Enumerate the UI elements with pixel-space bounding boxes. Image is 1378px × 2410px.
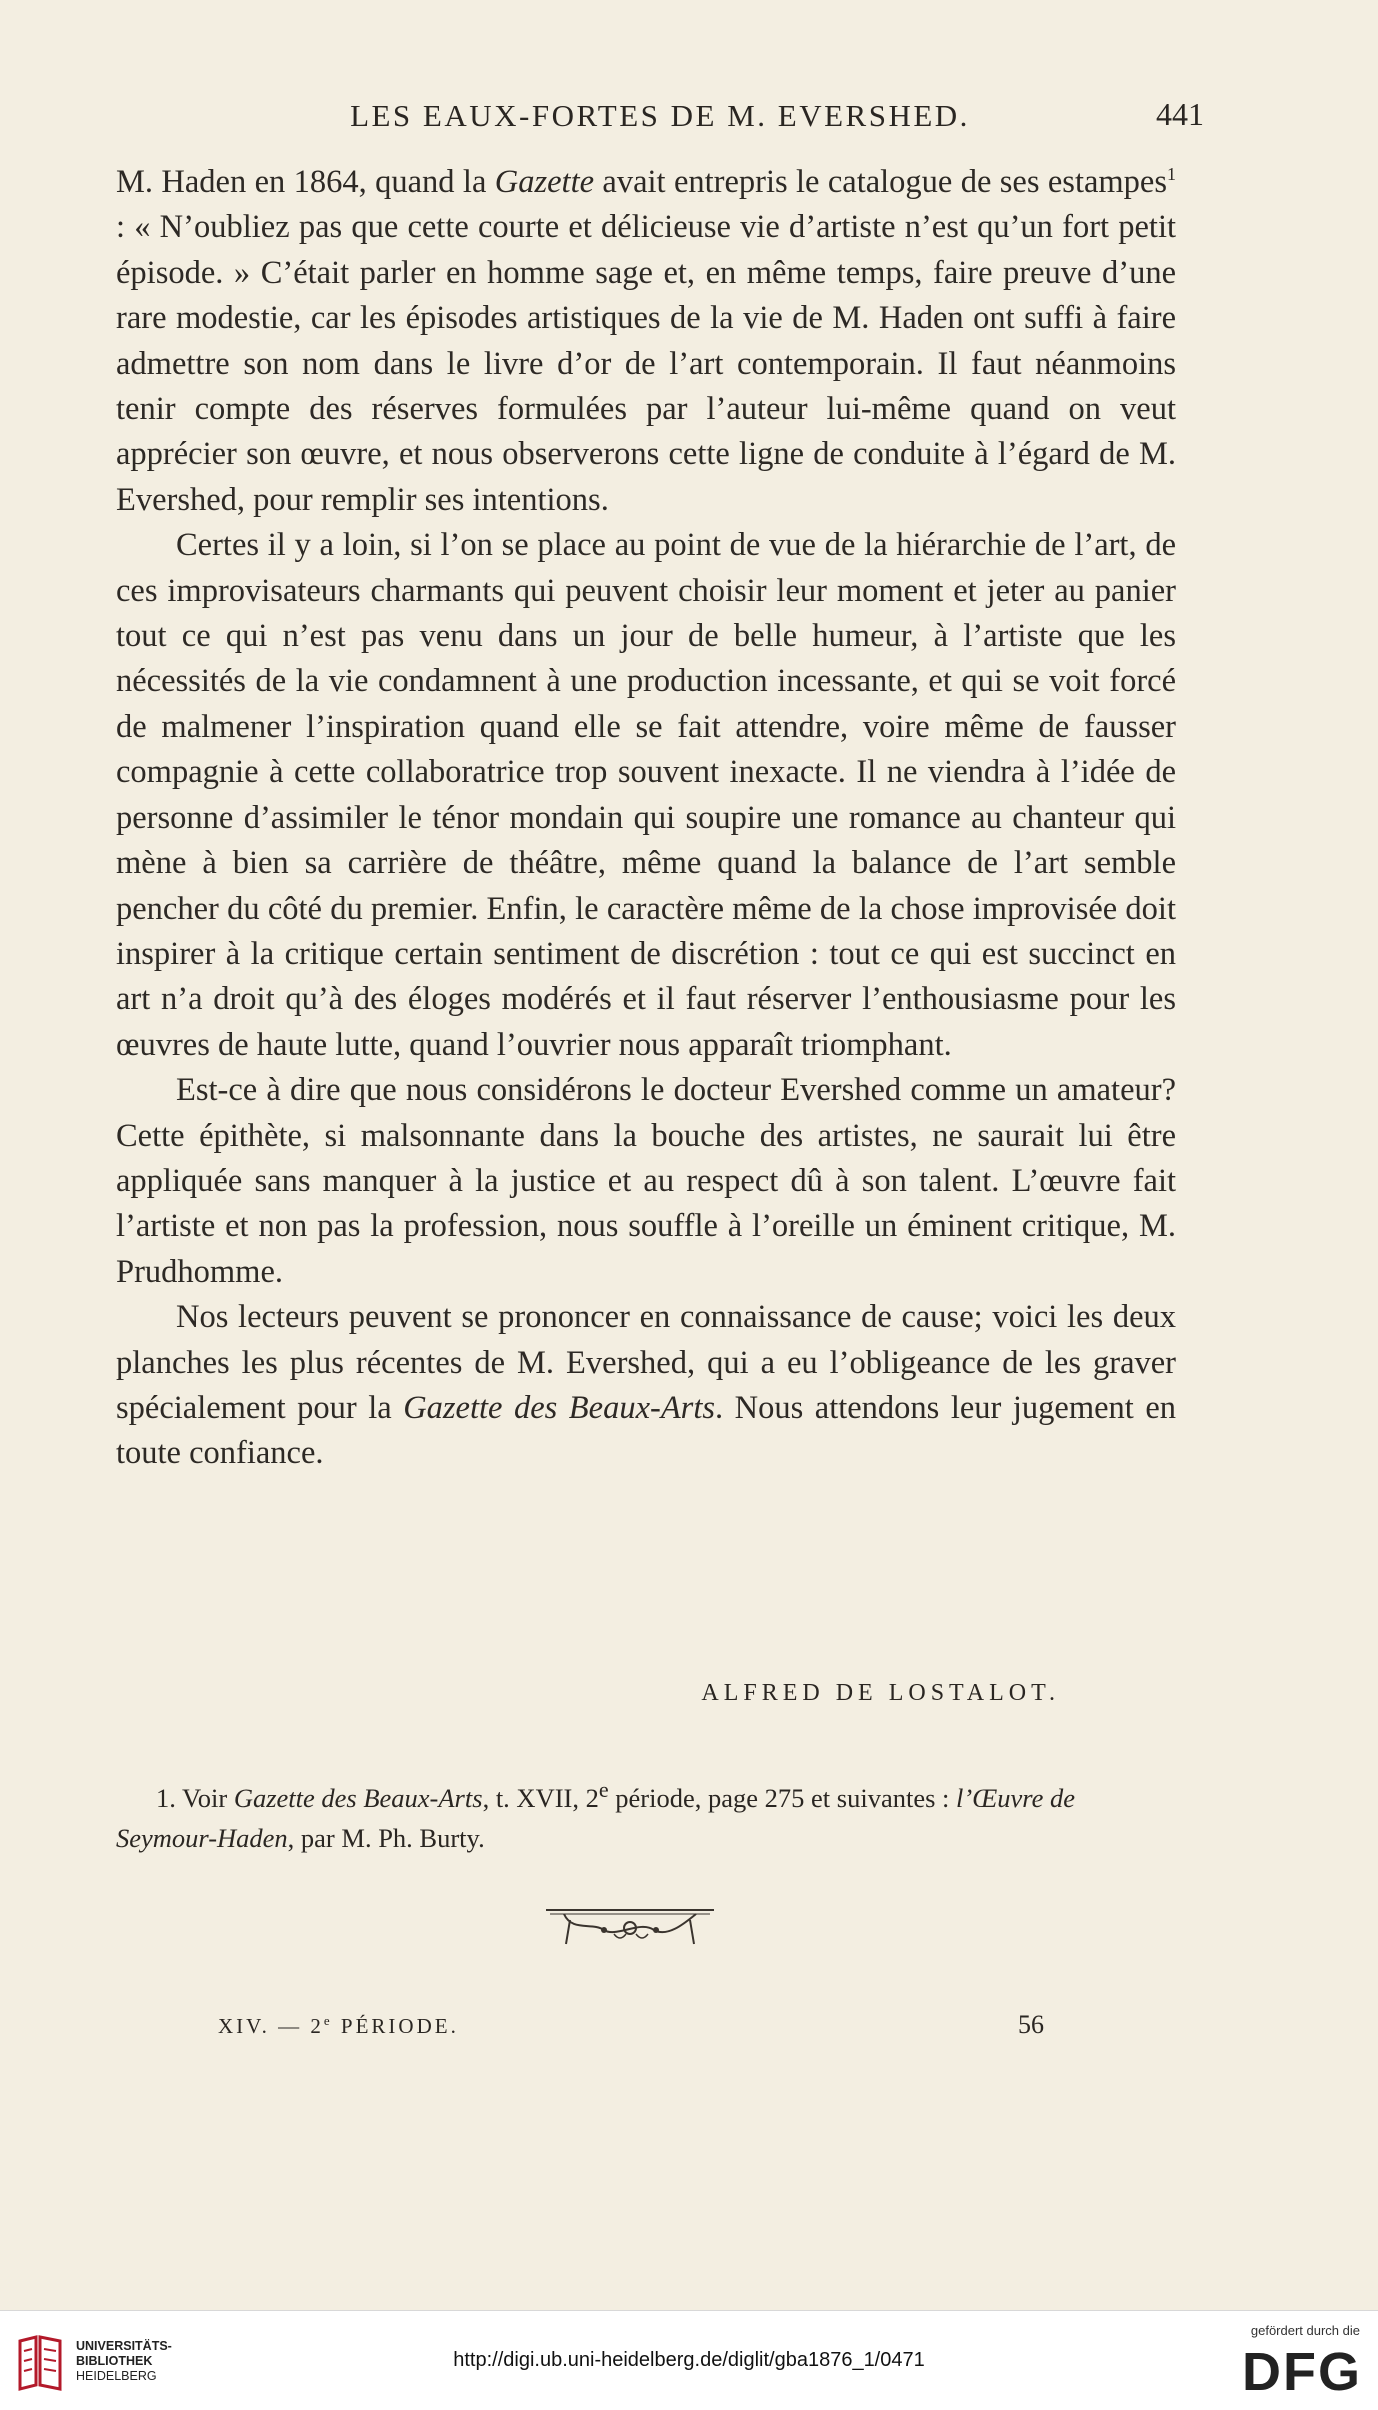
paragraph-text: Nos lecteurs peuvent se prononcer en connaissance de cause; voici les deux planches les plus récentes de M. Evershed, qui a eu l’obligeance de les graver spécialement pour la [116, 1299, 1176, 1426]
footnote-number: 1. [156, 1782, 176, 1813]
footnote-part: , t. XVII, 2 [482, 1782, 599, 1813]
footnote-ref: 1 [1167, 164, 1176, 184]
article-body [116, 160, 1176, 1477]
footnote-part: , par M. Ph. Burty. [287, 1822, 485, 1853]
paragraph-4 [116, 1295, 1176, 1477]
page-number: 441 [1156, 96, 1204, 132]
volume-text: XIV. — 2 [218, 2014, 324, 2038]
footnote-part: période, page 275 et suivantes : [608, 1782, 957, 1813]
ornament-vignette-icon [544, 1900, 716, 1950]
period-text: PÉRIODE. [332, 2014, 459, 2038]
footnote-italic: l’Œuvre de Seymour-Haden [116, 1782, 1075, 1853]
digitization-footer-bar [0, 2310, 1378, 2410]
author-signature: ALFRED DE LOSTALOT. [701, 1680, 1060, 1706]
paragraph-1 [116, 160, 1176, 523]
italic-title: Gazette des Beaux-Arts [403, 1389, 716, 1426]
footnote [116, 1770, 1176, 1858]
footnote-text [116, 1770, 1176, 1858]
funded-by-caption: gefördert durch die [1250, 2323, 1360, 2338]
library-line-3: HEIDELBERG [76, 2369, 157, 2383]
paragraph-text: M. Haden en 1864, quand la [116, 164, 495, 200]
footnote-part: Voir [175, 1782, 234, 1813]
paragraph-2: Certes il y a loin, si l’on se place au point de vue de la hiérarchie de l’art, de ces improvisateurs charmants qui peuvent choisir leur moment et jeter au panier tout ce qui n’est pas venu dans un jour de belle humeur, à l’artiste que les nécessités de la vie condamnent à une production incessante, et qui se voit forcé de malmener l’inspiration quand elle se fait attendre, voire même de fausser compagnie à cette collaboratrice trop souvent inexacte. Il ne viendra à l’idée de personne d’assimiler le ténor mondain qui soupire une romance au chanteur qui mène à bien sa carrière de théâtre, même quand la balance de l’art semble pencher du côté du premier. Enfin, le caractère même de la chose improvisée doit inspirer à la critique certain sentiment de discrétion : tout ce qui est succinct en art n’a droit qu’à des éloges modérés et il faut réserver l’enthousiasme pour les œuvres de haute lutte, quand l’ouvrier nous apparaît triomphant. [116, 527, 1176, 1063]
dfg-logo[interactable]: DFG [1242, 2342, 1362, 2402]
library-line-2: BIBLIOTHEK [76, 2354, 153, 2368]
running-header [116, 96, 1204, 140]
paragraph-3: Est-ce à dire que nous considérons le docteur Evershed comme un amateur? Cette épithète, si malsonnante dans la bouche des artistes, ne saurait lui être appliquée sans manquer à la justice et au respect dû à son talent. L’œuvre fait l’artiste et non pas la profession, nous souffle à l’oreille un éminent critique, M. Prudhomme. [116, 1072, 1176, 1290]
footnote-italic: Gazette des Beaux-Arts [233, 1782, 483, 1813]
permalink-url[interactable]: http://digi.ub.uni-heidelberg.de/diglit/gba1876_1/0471 [453, 2349, 925, 2371]
paragraph-text: : « N’oubliez pas que cette courte et délicieuse vie d’artiste n’est qu’un fort petit épisode. » C’était parler en homme sage et, en même temps, faire preuve d’une rare modestie, car les épisodes artistiques de la vie de M. Haden ont suffi à faire admettre son nom dans le livre d’or de l’art contemporain. Il faut néanmoins tenir compte des réserves formulées par l’auteur lui-même quand on veut apprécier son œuvre, et nous observerons cette ligne de conduite à l’égard de M. Evershed, pour remplir ses intentions. [116, 209, 1176, 518]
volume-sup: e [323, 2013, 333, 2028]
paragraph-text: . Nous attendons leur jugement en toute confiance. [116, 1389, 1176, 1472]
signature-mark: 56 [1018, 2010, 1044, 2039]
italic-title: Gazette [494, 164, 595, 200]
running-title: LES EAUX-FORTES DE M. EVERSHED. [350, 98, 970, 133]
library-line-1: UNIVERSITÄTS- [76, 2339, 172, 2353]
volume-footer [218, 2014, 459, 2039]
footnote-sup: e [598, 1777, 609, 1802]
paragraph-text: avait entrepris le catalogue de ses estampes [594, 164, 1167, 200]
